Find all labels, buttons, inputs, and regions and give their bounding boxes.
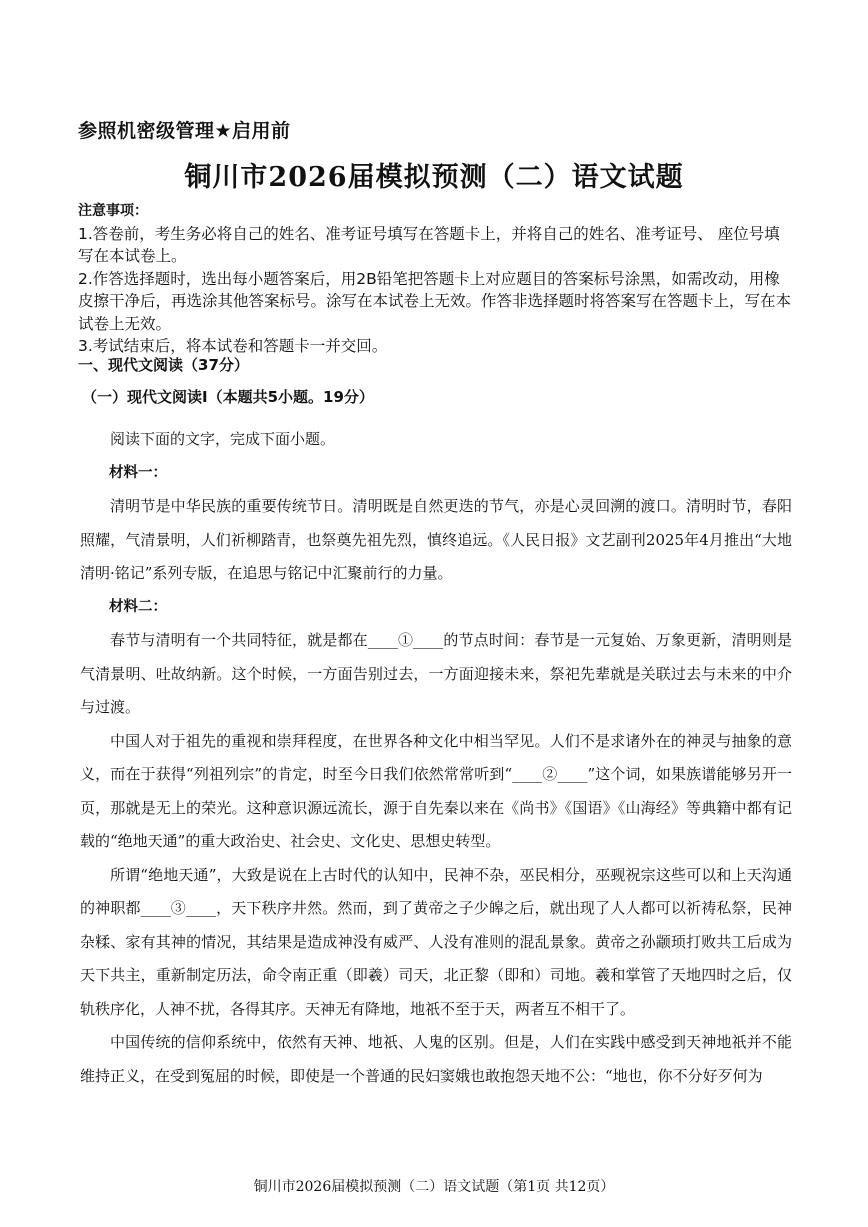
notice-item: 2.作答选择题时，选出每小题答案后，用2B铅笔把答题卡上对应题目的答案标号涂黑，如需改动，用橡皮擦干净后，再选涂其他答案标号。涂写在本试卷上无效。作答非选择题时将答案写在答题卡上，写在本试卷上无效。	[78, 269, 792, 333]
page-footer: 铜川市2026届模拟预测（二）语文试题（第1页 共12页）	[253, 1179, 615, 1195]
notice-item: 3.考试结束后，将本试卷和答题卡一并交回。	[78, 337, 388, 355]
passage-paragraph: 中国传统的信仰系统中，依然有天神、地祇、人鬼的区别。但是，人们在实践中感受到天神地祇并不能维持正义，在受到冤屈的时候，即使是一个普通的民妇窦娥也敢抱怨天地不公：“地也，你不分好歹何为	[80, 1033, 792, 1085]
material-label: 材料一：	[109, 464, 167, 481]
confidential-label: 参照机密级管理★启用前	[78, 120, 291, 142]
subsection-heading: （一）现代文阅读Ⅰ（本题共5小题。19分）	[82, 388, 374, 406]
section-heading: 一、现代文阅读（37分）	[78, 356, 249, 374]
passage-instruction: 阅读下面的文字，完成下面小题。	[110, 430, 336, 448]
exam-title: 铜川市2026届模拟预测（二）语文试题	[184, 162, 684, 193]
reading-passage	[80, 423, 792, 1093]
passage-paragraph: 春节与清明有一个共同特征，就是都在____①____的节点时间：春节是一元复始、万象更新，清明则是气清景明、吐故纳新。这个时候，一方面告别过去，一方面迎接未来，祭祀先辈就是关联过去与未来的中介与过渡。	[80, 631, 792, 716]
passage-paragraph: 中国人对于祖先的重视和崇拜程度，在世界各种文化中相当罕见。人们不是求诸外在的神灵与抽象的意义，而在于获得“列祖列宗”的肯定，时至今日我们依然常常听到“____②____”这个词，如果族谱能够另开一页，那就是无上的荣光。这种意识源远流长，源于自先秦以来在《尚书》《国语》《山海经》等典籍中都有记载的“绝地天通”的重大政治史、社会史、文化史、思想史转型。	[80, 731, 792, 850]
material-label: 材料二：	[109, 598, 167, 615]
notice-item: 1.答卷前，考生务必将自己的姓名、准考证号填写在答题卡上，并将自己的姓名、准考证号、 座位号填写在本试卷上。	[78, 224, 780, 265]
passage-paragraph: 清明节是中华民族的重要传统节日。清明既是自然更迭的节气，亦是心灵回溯的渡口。清明时节，春阳照耀，气清景明，人们祈柳踏青，也祭奠先祖先烈，慎终追远。《人民日报》文艺副刊2025年4月推出“大地清明·铭记”系列专版，在追思与铭记中汇聚前行的力量。	[80, 497, 792, 582]
notice-block	[78, 200, 794, 358]
notice-heading: 注意事项：	[78, 203, 148, 219]
passage-paragraph: 所谓“绝地天通”，大致是说在上古时代的认知中，民神不杂，巫民相分，巫觋祝宗这些可以和上天沟通的神职都____③____，天下秩序井然。然而，到了黄帝之子少皞之后，就出现了人人都可以祈祷私祭，民神杂糅、家有其神的情况，其结果是造成神没有威严、人没有准则的混乱景象。黄帝之孙颛顼打败共工后成为天下共主，重新制定历法，命令南正重（即羲）司天，北正黎（即和）司地。羲和掌管了天地四时之后，仅轨秩序化，人神不扰，各得其序。天神无有降地，地祇不至于天，两者互不相干了。	[80, 865, 792, 1018]
